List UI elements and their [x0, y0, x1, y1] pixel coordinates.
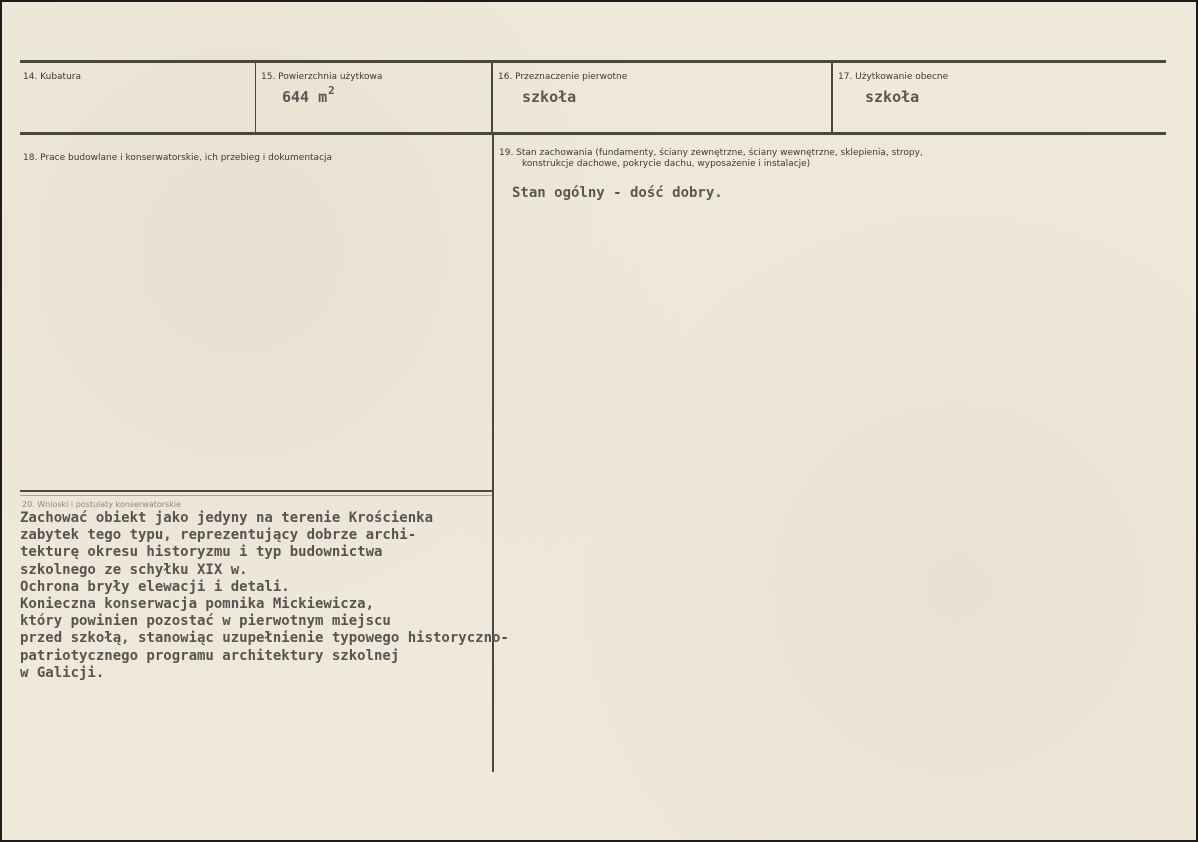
field-20-line: Zachować obiekt jako jedyny na terenie Krościenka [20, 510, 434, 526]
mid-rule [20, 132, 1166, 135]
field-20-line: który powinien pozostać w pierwotnym miejscu [20, 613, 391, 630]
field-16-label: 16. Przeznaczenie pierwotne [498, 72, 628, 82]
section-20-rule-faint [20, 495, 492, 496]
record-card [2, 2, 1196, 840]
section-20-rule [20, 490, 492, 492]
field-20-line: Ochrona bryły elewacji i detali. [20, 578, 290, 595]
field-15-value [282, 84, 335, 106]
divider-15-16 [491, 62, 493, 134]
divider-14-15 [255, 62, 256, 134]
field-20-line: Konieczna konserwacja pomnika Mickiewicza, [20, 596, 375, 613]
field-19-label-line2: konstrukcje dachowe, pokrycie dachu, wyposażenie i instalacje) [522, 159, 811, 169]
field-17-label: 17. Użytkowanie obecne [838, 72, 949, 82]
field-20-line: zabytek tego typu, reprezentujący dobrze archi- [20, 527, 417, 544]
field-19-value: Stan ogólny - dość dobry. [512, 185, 723, 201]
field-15-value-superscript: 2 [328, 84, 335, 97]
field-16-value: szkoła [522, 88, 577, 106]
field-20-line: szkolnego ze schyłku XIX w. [20, 561, 248, 578]
field-20-line: tekturę okresu historyzmu i typ budownictwa [20, 544, 383, 561]
field-15-value-text: 644 m [282, 88, 328, 106]
field-20-text [20, 510, 509, 682]
field-18-label: 18. Prace budowlane i konserwatorskie, ich przebieg i dokumentacja [23, 153, 333, 163]
field-20-label: 20. Wnioski i postulaty konserwatorskie [22, 500, 181, 509]
field-17-value: szkoła [865, 88, 920, 106]
field-15-label: 15. Powierzchnia użytkowa [261, 72, 383, 82]
field-20-line: przed szkołą, stanowiąc uzupełnienie typowego historyczno- [20, 630, 509, 647]
field-19-label-line1: 19. Stan zachowania (fundamenty, ściany zewnętrzne, ściany wewnętrzne, sklepienia, stropy, [499, 148, 923, 158]
top-rule [20, 60, 1166, 63]
divider-16-17 [831, 62, 833, 134]
field-20-line: w Galicji. [20, 664, 105, 681]
field-20-line: patriotycznego programu architektury szkolnej [20, 647, 400, 664]
field-14-label: 14. Kubatura [23, 72, 82, 82]
